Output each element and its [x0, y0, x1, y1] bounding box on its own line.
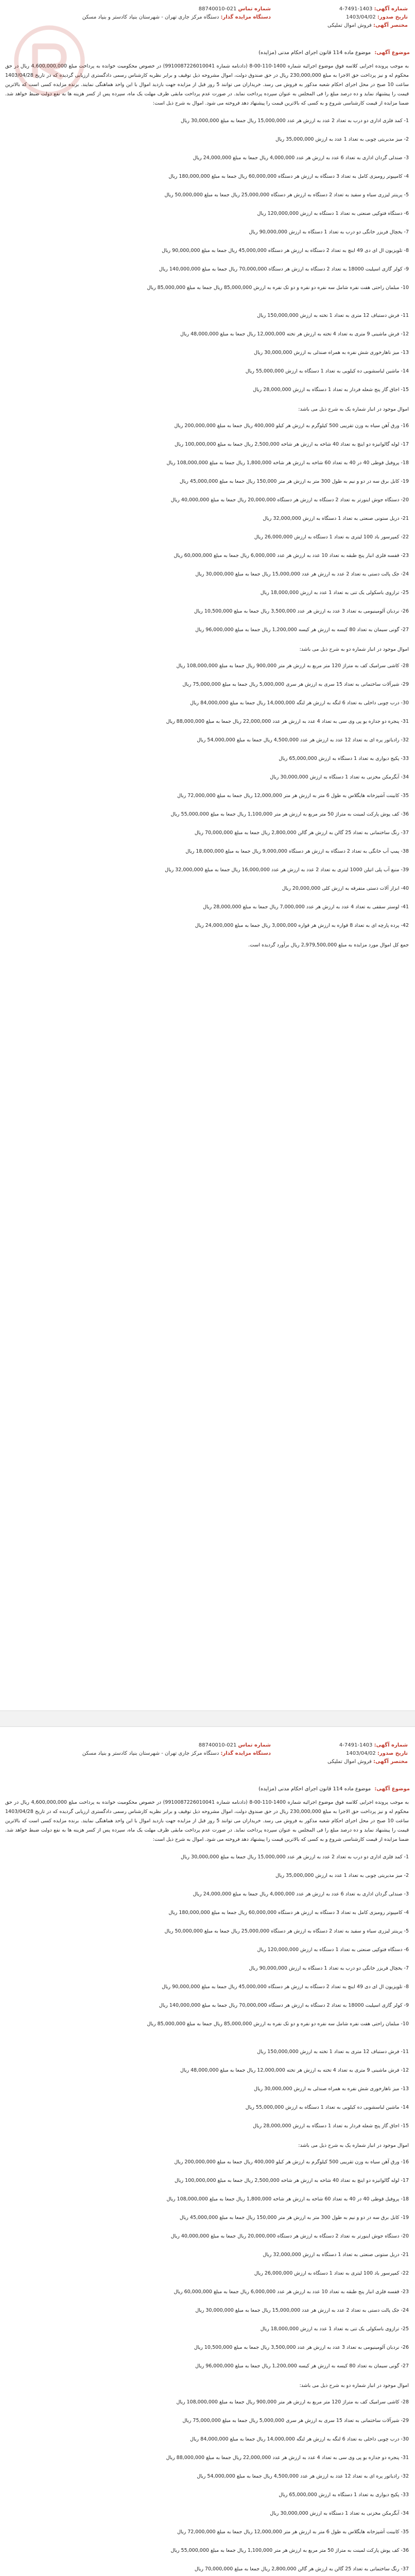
list-item: 13- میز ناهارخوری شش نفره به همراه صندلی به ارزش 30,000,000 ریال: [254, 350, 409, 355]
list-item: 16- ورق آهن سیاه به وزن تقریبی 500 کیلوگرم به ارزش هر کیلو 400,000 ریال جمعا به مبلغ 200,000,000 ریال: [174, 2159, 409, 2165]
list-item: 9- کولر گازی اسپلیت 18000 به تعداد 2 دستگاه به ارزش هر دستگاه 70,000,000 ریال جمعا به مبلغ 140,000,000 ریال: [159, 2003, 409, 2008]
list-item: 38- پمپ آب خانگی به تعداد 2 دستگاه به ارزش هر دستگاه 9,000,000 ریال جمعا به مبلغ 18,000,000 ریال: [185, 849, 409, 854]
total-line: جمع کل اموال مورد مزایده به مبلغ 2,979,500,000 ریال برآورد گردیده است.: [248, 942, 409, 948]
list-item: 20- دستگاه جوش اینورتر به تعداد 2 دستگاه به ارزش هر دستگاه 20,000,000 ریال جمعا به مبلغ 40,000,000 ریال: [170, 2233, 409, 2239]
list-item: 12- فرش ماشینی 9 متری به تعداد 4 تخته به ارزش هر تخته 12,000,000 ریال جمعا به مبلغ 48,000,000 ریال: [180, 2067, 409, 2073]
list-item: 34- آبگرمکن مخزنی به تعداد 1 دستگاه به ارزش 30,000,000 ریال: [270, 774, 409, 780]
brief-label: مختصر آگهی:: [373, 1759, 408, 1765]
list-item: 24- جک پالت دستی به تعداد 2 عدد به ارزش هر عدد 15,000,000 ریال جمعا به مبلغ 30,000,000 ریال: [195, 2308, 409, 2313]
list-item: 40- ابزار آلات دستی متفرقه به ارزش کلی 20,000,000 ریال: [282, 886, 409, 891]
list-item: 30- درب چوبی داخلی به تعداد 6 لنگه به ارزش هر لنگه 14,000,000 ریال جمعا به مبلغ 84,000,000 ریال: [190, 2436, 409, 2442]
list-item: 35- کابینت آشپزخانه هایگلاس به طول 6 متر به ارزش هر متر 12,000,000 ریال جمعا به مبلغ 72,000,000 ریال: [177, 2529, 409, 2535]
header-right-block: [274, 5, 408, 30]
warehouse-2-list: [5, 2394, 410, 2576]
list-item: 36- کف پوش پارکت لمینت به متراژ 50 متر مربع به ارزش هر متر 1,100,000 ریال جمعا به مبلغ 55,000,000 ریال: [170, 2548, 409, 2553]
list-item: 34- آبگرمکن مخزنی به تعداد 1 دستگاه به ارزش 30,000,000 ریال: [270, 2511, 409, 2516]
notice-page-2: [0, 1736, 415, 2576]
list-item: 27- گونی سیمان به تعداد 80 کیسه به ارزش هر کیسه 1,200,000 ریال جمعا به مبلغ 96,000,000 ریال: [195, 2363, 409, 2369]
subject-label: موضوع آگهی:: [374, 1786, 410, 1792]
date-line: [274, 1750, 408, 1758]
list-item: 12- فرش ماشینی 9 متری به تعداد 4 تخته به ارزش هر تخته 12,000,000 ریال جمعا به مبلغ 48,000,000 ریال: [180, 331, 409, 337]
ad-number-label: شماره آگهی:: [374, 1742, 408, 1748]
list-item: 4- کامپیوتر رومیزی کامل به تعداد 3 دستگاه به ارزش هر دستگاه 60,000,000 ریال جمعا به مبلغ 180,000,000 ریال: [168, 174, 409, 179]
announcer-value: دستگاه مرکز جاری تهران - شهرستان بنیاد کادستر و بنیاد مسکن: [82, 1751, 219, 1756]
items-list: [5, 112, 410, 400]
list-item: 1- کمد فلزی اداری دو درب به تعداد 2 عدد به ارزش هر عدد 15,000,000 ریال جمعا به مبلغ 30,000,000 ریال: [180, 1854, 409, 1860]
list-item: 11- فرش دستباف 12 متری به تعداد 1 تخته به ارزش 150,000,000 ریال: [257, 2049, 409, 2055]
issue-date: 1403/04/02: [346, 1751, 376, 1756]
announcer-value: دستگاه مرکز جاری تهران - شهرستان بنیاد کادستر و بنیاد مسکن: [82, 14, 219, 20]
list-item: 15- اجاق گاز پنج شعله فردار به تعداد 1 دستگاه به ارزش 28,000,000 ریال: [253, 387, 409, 393]
list-item: 6- دستگاه فتوکپی صنعتی به تعداد 1 دستگاه به ارزش 120,000,000 ریال: [257, 1947, 409, 1953]
date-label: تاریخ صدور:: [377, 1751, 408, 1756]
group-title-warehouse-1: اموال موجود در انبار شماره یک به شرح ذیل می باشد:: [298, 2143, 409, 2148]
page-separator: [0, 1710, 415, 1727]
list-item: 32- رادیاتور پره ای به تعداد 12 عدد به ارزش هر عدد 4,500,000 ریال جمعا به مبلغ 54,000,000 ریال: [197, 2473, 409, 2479]
list-item: 18- پروفیل قوطی 40 در 40 به تعداد 60 شاخه به ارزش هر شاخه 1,800,000 ریال جمعا به مبلغ 108,000,000 ریال: [166, 2196, 409, 2202]
watermark-logo-icon: [13, 25, 85, 97]
list-item: 29- شیرآلات ساختمانی به تعداد 15 سری به ارزش هر سری 5,000,000 ریال جمعا به مبلغ 75,000,000 ریال: [182, 2418, 409, 2424]
issue-date: 1403/04/02: [346, 14, 376, 20]
list-item: 11- فرش دستباف 12 متری به تعداد 1 تخته به ارزش 150,000,000 ریال: [257, 313, 409, 318]
list-item: 25- ترازوی باسکولی یک تنی به تعداد 1 عدد به ارزش 18,000,000 ریال: [260, 2326, 409, 2332]
list-item: 5- پرینتر لیزری سیاه و سفید به تعداد 2 دستگاه به ارزش هر دستگاه 25,000,000 ریال جمعا به مبلغ 50,000,000 ریال: [164, 1928, 409, 1934]
list-item: 8- تلویزیون ال ای دی 49 اینچ به تعداد 2 دستگاه به ارزش هر دستگاه 45,000,000 ریال جمعا به مبلغ 90,000,000 ریال: [162, 248, 409, 253]
list-item: 28- کاشی سرامیک کف به متراژ 120 متر مربع به ارزش هر متر 900,000 ریال جمعا به مبلغ 108,000,000 ریال: [176, 2399, 409, 2405]
list-item: 16- ورق آهن سیاه به وزن تقریبی 500 کیلوگرم به ارزش هر کیلو 400,000 ریال جمعا به مبلغ 200,000,000 ریال: [174, 423, 409, 429]
list-item: 19- کابل برق سه در دو و نیم به طول 300 متر به ارزش هر متر 150,000 ریال جمعا به مبلغ 45,000,000 ریال: [179, 479, 409, 484]
notice-header: [5, 1740, 410, 1784]
list-item: 18- پروفیل قوطی 40 در 40 به تعداد 60 شاخه به ارزش هر شاخه 1,800,000 ریال جمعا به مبلغ 108,000,000 ریال: [166, 460, 409, 466]
list-item: 30- درب چوبی داخلی به تعداد 6 لنگه به ارزش هر لنگه 14,000,000 ریال جمعا به مبلغ 84,000,000 ریال: [190, 700, 409, 706]
list-item: 23- قفسه فلزی انبار پنج طبقه به تعداد 10 عدد به ارزش هر عدد 6,000,000 ریال جمعا به مبلغ 60,000,000 ریال: [174, 553, 409, 558]
list-item: 33- پکیج دیواری به تعداد 1 دستگاه به ارزش 65,000,000 ریال: [279, 2492, 409, 2498]
list-item: 6- دستگاه فتوکپی صنعتی به تعداد 1 دستگاه به ارزش 120,000,000 ریال: [257, 211, 409, 216]
announcer-label: دستگاه مزایده گذار:: [220, 14, 271, 20]
list-item: 8- تلویزیون ال ای دی 49 اینچ به تعداد 2 دستگاه به ارزش هر دستگاه 45,000,000 ریال جمعا به مبلغ 90,000,000 ریال: [162, 1984, 409, 1990]
notice-intro: به موجب پرونده اجرایی کلاسه فوق موضوع اجرائیه شماره 1400-110-00-8 (دادنامه شماره 9910087226010041) در خصوص محکومیت خوانده به پرداخت مبلغ 4,600,000,000 ریال در حق محکوم له و نیز پرداخت حق الاجرا به مبلغ 230,000,000 ریال در حق صندوق دولت، اموال مشروحه ذیل توقیف و برابر نظریه کارشناس رسمی دادگستری ارزیابی گردیده که در تاریخ 1403/04/28 ساعت 10 صبح در محل اجرای احکام شعبه مذکور به فروش می رسد. خریداران می توانند 5 روز قبل از مزایده جهت بازدید اموال با این واحد هماهنگی نمایند. برنده مزایده کسی است که بالاترین قیمت را پیشنهاد نماید و ده درصد مبلغ را فی المجلس به عنوان سپرده پرداخت نماید. در صورت عدم پرداخت مابقی ظرف مهلت یک ماه، سپرده پس از کسر هزینه ها به نفع دولت ضبط خواهد شد. ضمنا مزایده از قیمت کارشناسی شروع و به کسی که بالاترین قیمت را پیشنهاد دهد فروخته می شود. اموال به شرح ذیل است:: [5, 63, 409, 106]
subject-line: [5, 1785, 410, 1794]
list-item: 14- ماشین لباسشویی ده کیلویی به تعداد 1 دستگاه به ارزش 55,000,000 ریال: [245, 2105, 409, 2110]
warehouse-1-list: [5, 417, 410, 640]
list-item: 37- رنگ ساختمانی به تعداد 25 گالن به ارزش هر گالن 2,800,000 ریال جمعا به مبلغ 70,000,000 ریال: [194, 2566, 409, 2572]
date-line: [274, 13, 408, 22]
announcer-line: [82, 13, 271, 22]
list-item: 25- ترازوی باسکولی یک تنی به تعداد 1 عدد به ارزش 18,000,000 ریال: [260, 590, 409, 596]
warehouse-2-list: [5, 657, 410, 936]
announcer-label: دستگاه مزایده گذار:: [220, 1751, 271, 1756]
group-title-warehouse-2: اموال موجود در انبار شماره دو به شرح ذیل می باشد:: [299, 2383, 409, 2388]
date-label: تاریخ صدور:: [377, 14, 408, 20]
list-item: 27- گونی سیمان به تعداد 80 کیسه به ارزش هر کیسه 1,200,000 ریال جمعا به مبلغ 96,000,000 ریال: [195, 627, 409, 633]
ad-number: 1403-7491-4: [339, 6, 373, 12]
list-item: 37- رنگ ساختمانی به تعداد 25 گالن به ارزش هر گالن 2,800,000 ریال جمعا به مبلغ 70,000,000 ریال: [194, 830, 409, 836]
warehouse-1-list: [5, 2154, 410, 2376]
phone-number: 021-88740010: [198, 1742, 237, 1748]
phone-line: [116, 5, 271, 13]
list-item: 26- نردبان آلومینیومی به تعداد 3 عدد به ارزش هر عدد 3,500,000 ریال جمعا به مبلغ 10,500,000 ریال: [194, 608, 409, 614]
notice-intro: به موجب پرونده اجرایی کلاسه فوق موضوع اجرائیه شماره 1400-110-00-8 (دادنامه شماره 9910087226010041) در خصوص محکومیت خوانده به پرداخت مبلغ 4,600,000,000 ریال در حق محکوم له و نیز پرداخت حق الاجرا به مبلغ 230,000,000 ریال در حق صندوق دولت، اموال مشروحه ذیل توقیف و برابر نظریه کارشناس رسمی دادگستری ارزیابی گردیده که در تاریخ 1403/04/28 ساعت 10 صبح در محل اجرای احکام شعبه مذکور به فروش می رسد. خریداران می توانند 5 روز قبل از مزایده جهت بازدید اموال با این واحد هماهنگی نمایند. برنده مزایده کسی است که بالاترین قیمت را پیشنهاد نماید و ده درصد مبلغ را فی المجلس به عنوان سپرده پرداخت نماید. در صورت عدم پرداخت مابقی ظرف مهلت یک ماه، سپرده پس از کسر هزینه ها به نفع دولت ضبط خواهد شد. ضمنا مزایده از قیمت کارشناسی شروع و به کسی که بالاترین قیمت را پیشنهاد دهد فروخته می شود. اموال به شرح ذیل است:: [5, 1800, 409, 1842]
items-list: [5, 1849, 410, 2136]
ad-number: 1403-7491-4: [339, 1742, 373, 1748]
list-item: 29- شیرآلات ساختمانی به تعداد 15 سری به ارزش هر سری 5,000,000 ریال جمعا به مبلغ 75,000,000 ریال: [182, 682, 409, 687]
list-item: 14- ماشین لباسشویی ده کیلویی به تعداد 1 دستگاه به ارزش 55,000,000 ریال: [245, 368, 409, 374]
list-item: 31- پنجره دو جداره یو پی وی سی به تعداد 4 عدد به ارزش هر عدد 22,000,000 ریال جمعا به مبلغ 88,000,000 ریال: [166, 719, 409, 724]
list-item: 20- دستگاه جوش اینورتر به تعداد 2 دستگاه به ارزش هر دستگاه 20,000,000 ریال جمعا به مبلغ 40,000,000 ریال: [170, 497, 409, 503]
list-item: 22- کمپرسور باد 100 لیتری به تعداد 1 دستگاه به ارزش 26,000,000 ریال: [254, 2270, 409, 2276]
list-item: 3- صندلی گردان اداری به تعداد 6 عدد به ارزش هر عدد 4,000,000 ریال جمعا به مبلغ 24,000,000 ریال: [193, 1891, 409, 1897]
list-item: 21- دریل ستونی صنعتی به تعداد 1 دستگاه به ارزش 32,000,000 ریال: [263, 516, 409, 521]
list-item: 22- کمپرسور باد 100 لیتری به تعداد 1 دستگاه به ارزش 26,000,000 ریال: [254, 534, 409, 540]
subject-label: موضوع آگهی:: [374, 50, 410, 56]
list-item: 42- پرده پارچه ای به تعداد 8 قواره به ارزش هر قواره 3,000,000 ریال جمعا به مبلغ 24,000,000 ریال: [195, 923, 409, 928]
list-item: 24- جک پالت دستی به تعداد 2 عدد به ارزش هر عدد 15,000,000 ریال جمعا به مبلغ 30,000,000 ریال: [195, 571, 409, 577]
list-item: 5- پرینتر لیزری سیاه و سفید به تعداد 2 دستگاه به ارزش هر دستگاه 25,000,000 ریال جمعا به مبلغ 50,000,000 ریال: [164, 192, 409, 198]
header-right-block: [274, 1741, 408, 1766]
announcer-line: [82, 1750, 271, 1758]
brief-value: فروش اموال تملیکی: [327, 1759, 372, 1765]
list-item: 28- کاشی سرامیک کف به متراژ 120 متر مربع به ارزش هر متر 900,000 ریال جمعا به مبلغ 108,000,000 ریال: [176, 663, 409, 669]
list-item: 2- میز مدیریتی چوبی به تعداد 1 عدد به ارزش 35,000,000 ریال: [275, 1873, 409, 1878]
brief-label: مختصر آگهی:: [373, 23, 408, 28]
list-item: 26- نردبان آلومینیومی به تعداد 3 عدد به ارزش هر عدد 3,500,000 ریال جمعا به مبلغ 10,500,000 ریال: [194, 2345, 409, 2350]
subject-value: موضوع ماده 114 قانون اجرای احکام مدنی (مزایده): [258, 50, 371, 56]
list-item: 9- کولر گازی اسپلیت 18000 به تعداد 2 دستگاه به ارزش هر دستگاه 70,000,000 ریال جمعا به مبلغ 140,000,000 ریال: [159, 266, 409, 272]
list-item: 7- یخچال فریزر خانگی دو درب به تعداد 1 دستگاه به ارزش 90,000,000 ریال: [249, 1965, 409, 1971]
header-middle-block: [82, 5, 271, 22]
list-item: 10- مبلمان راحتی هفت نفره شامل سه نفره دو نفره و دو تک نفره به ارزش 85,000,000 ریال جمعا به مبلغ 85,000,000 ریال: [147, 2021, 409, 2027]
ad-number-label: شماره آگهی:: [374, 6, 408, 12]
list-item: 7- یخچال فریزر خانگی دو درب به تعداد 1 دستگاه به ارزش 90,000,000 ریال: [249, 229, 409, 235]
phone-label: شماره تماس: [238, 6, 271, 12]
brief-line: [274, 22, 408, 30]
phone-line: [116, 1741, 271, 1750]
ad-number-line: [274, 1741, 408, 1750]
list-item: 33- پکیج دیواری به تعداد 1 دستگاه به ارزش 65,000,000 ریال: [279, 756, 409, 761]
notice-header: [5, 4, 410, 47]
list-item: 21- دریل ستونی صنعتی به تعداد 1 دستگاه به ارزش 32,000,000 ریال: [263, 2252, 409, 2258]
list-item: 15- اجاق گاز پنج شعله فردار به تعداد 1 دستگاه به ارزش 28,000,000 ریال: [253, 2123, 409, 2129]
list-item: 1- کمد فلزی اداری دو درب به تعداد 2 عدد به ارزش هر عدد 15,000,000 ریال جمعا به مبلغ 30,000,000 ریال: [180, 118, 409, 124]
brief-line: [274, 1758, 408, 1766]
group-title-warehouse-2: اموال موجود در انبار شماره دو به شرح ذیل می باشد:: [299, 647, 409, 652]
phone-number: 021-88740010: [198, 6, 237, 12]
list-item: 41- لوستر سقفی به تعداد 4 عدد به ارزش هر عدد 7,000,000 ریال جمعا به مبلغ 28,000,000 ریال: [203, 904, 409, 910]
list-item: 19- کابل برق سه در دو و نیم به طول 300 متر به ارزش هر متر 150,000 ریال جمعا به مبلغ 45,000,000 ریال: [179, 2215, 409, 2221]
phone-label: شماره تماس: [238, 1742, 271, 1748]
ad-number-line: [274, 5, 408, 13]
list-item: 10- مبلمان راحتی هفت نفره شامل سه نفره دو نفره و دو تک نفره به ارزش 85,000,000 ریال جمعا به مبلغ 85,000,000 ریال: [147, 285, 409, 291]
list-item: 17- لوله گالوانیزه دو اینچ به تعداد 40 شاخه به ارزش هر شاخه 2,500,000 ریال جمعا به مبلغ 100,000,000 ریال: [175, 2178, 409, 2183]
list-item: 39- منبع آب پلی اتیلن 1000 لیتری به تعداد 2 عدد به ارزش هر عدد 16,000,000 ریال جمعا به مبلغ 32,000,000 ریال: [165, 867, 409, 873]
brief-value: فروش اموال تملیکی: [327, 23, 372, 28]
list-item: 35- کابینت آشپزخانه هایگلاس به طول 6 متر به ارزش هر متر 12,000,000 ریال جمعا به مبلغ 72,000,000 ریال: [177, 793, 409, 799]
header-middle-block: [82, 1741, 271, 1758]
list-item: 3- صندلی گردان اداری به تعداد 6 عدد به ارزش هر عدد 4,000,000 ریال جمعا به مبلغ 24,000,000 ریال: [193, 155, 409, 161]
list-item: 31- پنجره دو جداره یو پی وی سی به تعداد 4 عدد به ارزش هر عدد 22,000,000 ریال جمعا به مبلغ 88,000,000 ریال: [166, 2455, 409, 2461]
list-item: 32- رادیاتور پره ای به تعداد 12 عدد به ارزش هر عدد 4,500,000 ریال جمعا به مبلغ 54,000,000 ریال: [197, 737, 409, 743]
list-item: 23- قفسه فلزی انبار پنج طبقه به تعداد 10 عدد به ارزش هر عدد 6,000,000 ریال جمعا به مبلغ 60,000,000 ریال: [174, 2289, 409, 2295]
list-item: 2- میز مدیریتی چوبی به تعداد 1 عدد به ارزش 35,000,000 ریال: [275, 137, 409, 142]
group-title-warehouse-1: اموال موجود در انبار شماره یک به شرح ذیل می باشد:: [298, 406, 409, 412]
list-item: 4- کامپیوتر رومیزی کامل به تعداد 3 دستگاه به ارزش هر دستگاه 60,000,000 ریال جمعا به مبلغ 180,000,000 ریال: [168, 1910, 409, 1916]
subject-value: موضوع ماده 114 قانون اجرای احکام مدنی (مزایده): [258, 1786, 371, 1792]
list-item: 13- میز ناهارخوری شش نفره به همراه صندلی به ارزش 30,000,000 ریال: [254, 2086, 409, 2092]
list-item: 36- کف پوش پارکت لمینت به متراژ 50 متر مربع به ارزش هر متر 1,100,000 ریال جمعا به مبلغ 55,000,000 ریال: [170, 811, 409, 817]
list-item: 17- لوله گالوانیزه دو اینچ به تعداد 40 شاخه به ارزش هر شاخه 2,500,000 ریال جمعا به مبلغ 100,000,000 ریال: [175, 442, 409, 447]
